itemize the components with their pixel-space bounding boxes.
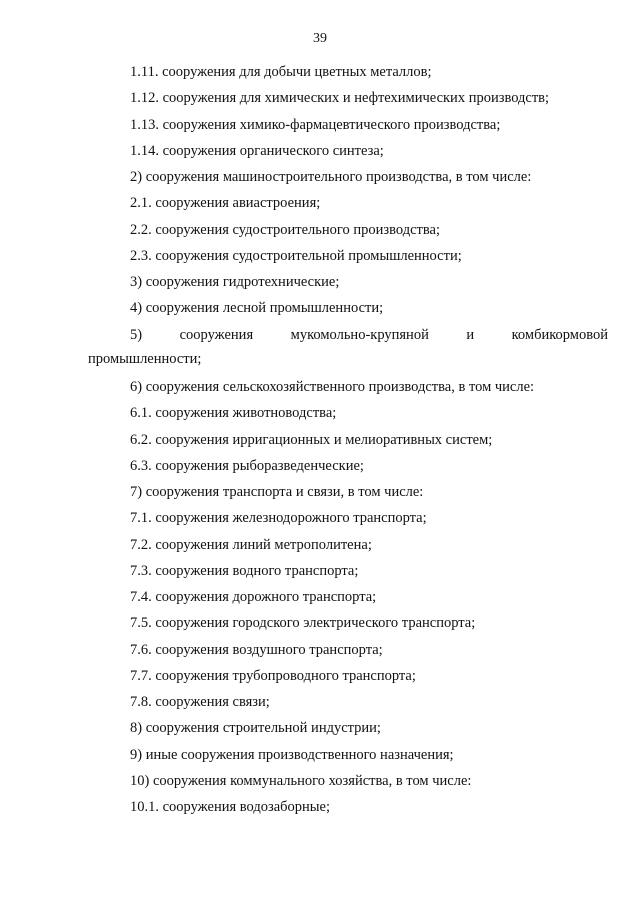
- list-item-word: мукомольно-крупяной: [290, 327, 429, 343]
- list-item: 6.2. сооружения ирригационных и мелиоративных систем;: [130, 432, 493, 448]
- list-item: 7.2. сооружения линий метрополитена;: [130, 537, 372, 553]
- list-item: 7.3. сооружения водного транспорта;: [130, 563, 359, 579]
- list-item-word: и: [466, 327, 475, 343]
- list-item-word: 5): [130, 327, 143, 343]
- list-item: 1.14. сооружения органического синтеза;: [130, 143, 384, 159]
- list-item: 7.4. сооружения дорожного транспорта;: [130, 589, 377, 605]
- list-item: 7.5. сооружения городского электрического транспорта;: [130, 615, 476, 631]
- list-item: 8) сооружения строительной индустрии;: [130, 720, 381, 736]
- list-item: 7.7. сооружения трубопроводного транспорта;: [130, 668, 416, 684]
- list-item: 6.1. сооружения животноводства;: [130, 405, 337, 421]
- list-item: 10) сооружения коммунального хозяйства, в том числе:: [130, 773, 472, 789]
- list-item: 10.1. сооружения водозаборные;: [130, 799, 330, 815]
- list-item: 7.8. сооружения связи;: [130, 694, 270, 710]
- list-item-justified: [130, 326, 608, 344]
- list-item: 7) сооружения транспорта и связи, в том числе:: [130, 484, 424, 500]
- list-item: 1.13. сооружения химико-фармацевтического производства;: [130, 117, 501, 133]
- list-item-word: комбикормовой: [511, 327, 608, 343]
- list-item: 4) сооружения лесной промышленности;: [130, 300, 384, 316]
- list-item: 9) иные сооружения производственного назначения;: [130, 747, 454, 763]
- list-item: 3) сооружения гидротехнические;: [130, 274, 340, 290]
- list-item: 6) сооружения сельскохозяйственного производства, в том числе:: [130, 379, 535, 395]
- list-item: 2) сооружения машиностроительного производства, в том числе:: [130, 169, 532, 185]
- list-item: 2.1. сооружения авиастроения;: [130, 195, 321, 211]
- page-number: 39: [313, 31, 327, 46]
- list-item: 7.1. сооружения железнодорожного транспорта;: [130, 510, 427, 526]
- list-item: 6.3. сооружения рыборазведенческие;: [130, 458, 364, 474]
- list-item: 1.11. сооружения для добычи цветных металлов;: [130, 64, 432, 80]
- list-item: 1.12. сооружения для химических и нефтехимических производств;: [130, 90, 550, 106]
- list-item: 7.6. сооружения воздушного транспорта;: [130, 642, 383, 658]
- list-item: 2.3. сооружения судостроительной промышленности;: [130, 248, 462, 264]
- list-item-word: сооружения: [179, 327, 254, 343]
- list-item-continuation: промышленности;: [88, 351, 202, 367]
- list-item: 2.2. сооружения судостроительного производства;: [130, 222, 440, 238]
